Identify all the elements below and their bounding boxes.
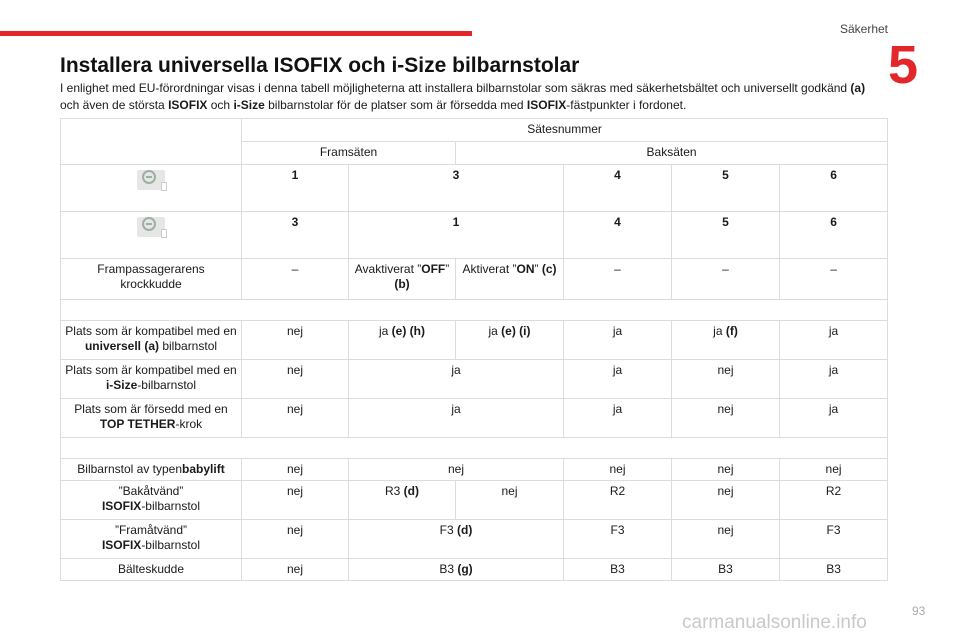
cell-text: B3 [439, 562, 458, 576]
cell-note: (b) [394, 277, 410, 291]
table-cell: nej [672, 481, 780, 520]
intro-paragraph [60, 80, 890, 114]
table-cell: ja [349, 399, 564, 438]
row-label: Bälteskudde [61, 559, 242, 581]
seat-number: 1 [349, 212, 564, 259]
cell-bold: OFF [421, 262, 446, 276]
table-cell: nej [242, 559, 349, 581]
table-cell: F3 [564, 520, 672, 559]
cell-bold: ON [516, 262, 535, 276]
seat-number: 1 [242, 165, 349, 212]
table-cell: – [242, 259, 349, 300]
seat-number: 4 [564, 165, 672, 212]
table-cell: R2 [564, 481, 672, 520]
table-cell: nej [456, 481, 564, 520]
seat-number: 4 [564, 212, 672, 259]
table-cell: nej [672, 459, 780, 481]
table-cell: nej [242, 459, 349, 481]
table-cell [456, 259, 564, 300]
cell-note: (e) (h) [391, 324, 425, 338]
page-title: Installera universella ISOFIX och i-Size bilbarnstolar [60, 54, 580, 77]
row-label: Frampassagerarens krockkudde [61, 259, 242, 300]
table-cell [349, 321, 456, 360]
label-text: bilbarnstol [159, 339, 218, 353]
table-row [61, 520, 888, 559]
table-cell: B3 [672, 559, 780, 581]
intro-text: bilbarnstolar för de platser som är försedda med [264, 98, 527, 112]
table-cell: ja [349, 360, 564, 399]
rear-seats-header: Baksäten [456, 142, 888, 165]
label-bold: ISOFIX [101, 538, 142, 552]
table-cell: nej [564, 459, 672, 481]
table-row [61, 399, 888, 438]
cell-note: (c) [541, 262, 557, 276]
steering-wheel-airbag-icon [133, 168, 169, 192]
steering-wheel-airbag-icon [133, 215, 169, 239]
table-cell: nej [672, 520, 780, 559]
table-cell [61, 300, 888, 321]
seat-number: 5 [672, 212, 780, 259]
intro-text: -fästpunkter i fordonet. [566, 98, 687, 112]
table-cell: ja [564, 321, 672, 360]
table-cell: nej [672, 360, 780, 399]
label-text: -bilbarnstol [137, 378, 197, 392]
table-row [61, 300, 888, 321]
cell-note: (f) [725, 324, 738, 338]
intro-note-a: (a) [850, 81, 866, 95]
watermark: carmanualsonline.info [682, 612, 867, 633]
table-cell: nej [349, 459, 564, 481]
label-text: Bilbarnstol av typen [77, 462, 183, 476]
table-cell: nej [242, 360, 349, 399]
label-text: Plats som är försedd med en [74, 402, 228, 416]
cell-text: ja [488, 324, 502, 338]
label-text: -krok [175, 417, 203, 431]
table-cell: ja [780, 321, 888, 360]
isofix-compatibility-table [60, 118, 888, 581]
table-cell [349, 481, 456, 520]
table-row [61, 212, 888, 259]
table-cell: R2 [780, 481, 888, 520]
chapter-number: 5 [887, 35, 918, 95]
table-cell [61, 212, 242, 259]
cell-text: ” [534, 262, 542, 276]
cell-text: Avaktiverat ” [354, 262, 422, 276]
intro-isofix: ISOFIX [526, 98, 567, 112]
seat-number: 6 [780, 212, 888, 259]
table-cell: nej [242, 481, 349, 520]
cell-text: F3 [439, 523, 457, 537]
header-red-bar [0, 31, 472, 36]
row-label [61, 360, 242, 399]
table-row [61, 259, 888, 300]
label-text: Plats som är kompatibel med en [65, 363, 237, 377]
table-cell: ja [564, 399, 672, 438]
table-row [61, 321, 888, 360]
intro-text: och även de största [60, 98, 169, 112]
table-row [61, 481, 888, 520]
table-row [61, 438, 888, 459]
table-cell: ja [564, 360, 672, 399]
table-row [61, 559, 888, 581]
table-cell [456, 321, 564, 360]
seat-number-header: Sätesnummer [242, 119, 888, 142]
table-cell: nej [242, 399, 349, 438]
seat-number: 3 [349, 165, 564, 212]
label-text: ”Framåtvänd” [114, 523, 188, 537]
table-cell: nej [780, 459, 888, 481]
intro-text: och [207, 98, 234, 112]
row-label [61, 481, 242, 520]
section-title: Säkerhet [839, 22, 888, 36]
intro-text: I enlighet med EU-förordningar visas i denna tabell möjligheterna att installera bilbarnstolar som säkras med säkerhetsbältet och universellt godkänd [60, 81, 851, 95]
seat-number: 6 [780, 165, 888, 212]
cell-note: (d) [403, 484, 419, 498]
front-seats-header: Framsäten [242, 142, 456, 165]
cell-text: ja [378, 324, 392, 338]
table-row [61, 360, 888, 399]
row-label [61, 399, 242, 438]
label-bold: babylift [182, 462, 225, 476]
table-cell: nej [242, 321, 349, 360]
cell-text: ” [445, 262, 450, 276]
label-bold: ISOFIX [101, 499, 142, 513]
table-cell: B3 [780, 559, 888, 581]
label-bold: universell [84, 339, 141, 353]
table-cell: B3 [564, 559, 672, 581]
table-cell [349, 520, 564, 559]
table-row [61, 119, 888, 142]
cell-note: (g) [457, 562, 473, 576]
table-cell [349, 259, 456, 300]
table-cell: ja [780, 399, 888, 438]
table-cell [61, 119, 242, 165]
table-cell: nej [672, 399, 780, 438]
cell-note: (d) [457, 523, 473, 537]
table-cell: – [672, 259, 780, 300]
row-label [61, 520, 242, 559]
label-note: (a) [144, 339, 159, 353]
page-number: 93 [912, 604, 926, 618]
seat-number: 3 [242, 212, 349, 259]
label-text: Plats som är kompatibel med en [65, 324, 237, 338]
label-text: -bilbarnstol [141, 538, 201, 552]
intro-isize: i-Size [233, 98, 265, 112]
cell-text: ja [713, 324, 726, 338]
table-cell: – [780, 259, 888, 300]
cell-note: (e) (i) [501, 324, 531, 338]
seat-number: 5 [672, 165, 780, 212]
table-row [61, 165, 888, 212]
label-text: ”Bakåtvänd” [118, 484, 184, 498]
cell-text: R3 [384, 484, 404, 498]
intro-isofix: ISOFIX [168, 98, 208, 112]
row-label [61, 459, 242, 481]
label-text: -bilbarnstol [141, 499, 201, 513]
table-cell: ja [780, 360, 888, 399]
cell-text: Aktiverat ” [462, 262, 517, 276]
table-cell [61, 438, 888, 459]
label-bold: i-Size [105, 378, 138, 392]
table-cell [672, 321, 780, 360]
table-cell [349, 559, 564, 581]
row-label [61, 321, 242, 360]
table-cell: – [564, 259, 672, 300]
table-row [61, 459, 888, 481]
table-cell: F3 [780, 520, 888, 559]
label-bold: TOP TETHER [99, 417, 176, 431]
table-cell [61, 165, 242, 212]
table-cell: nej [242, 520, 349, 559]
